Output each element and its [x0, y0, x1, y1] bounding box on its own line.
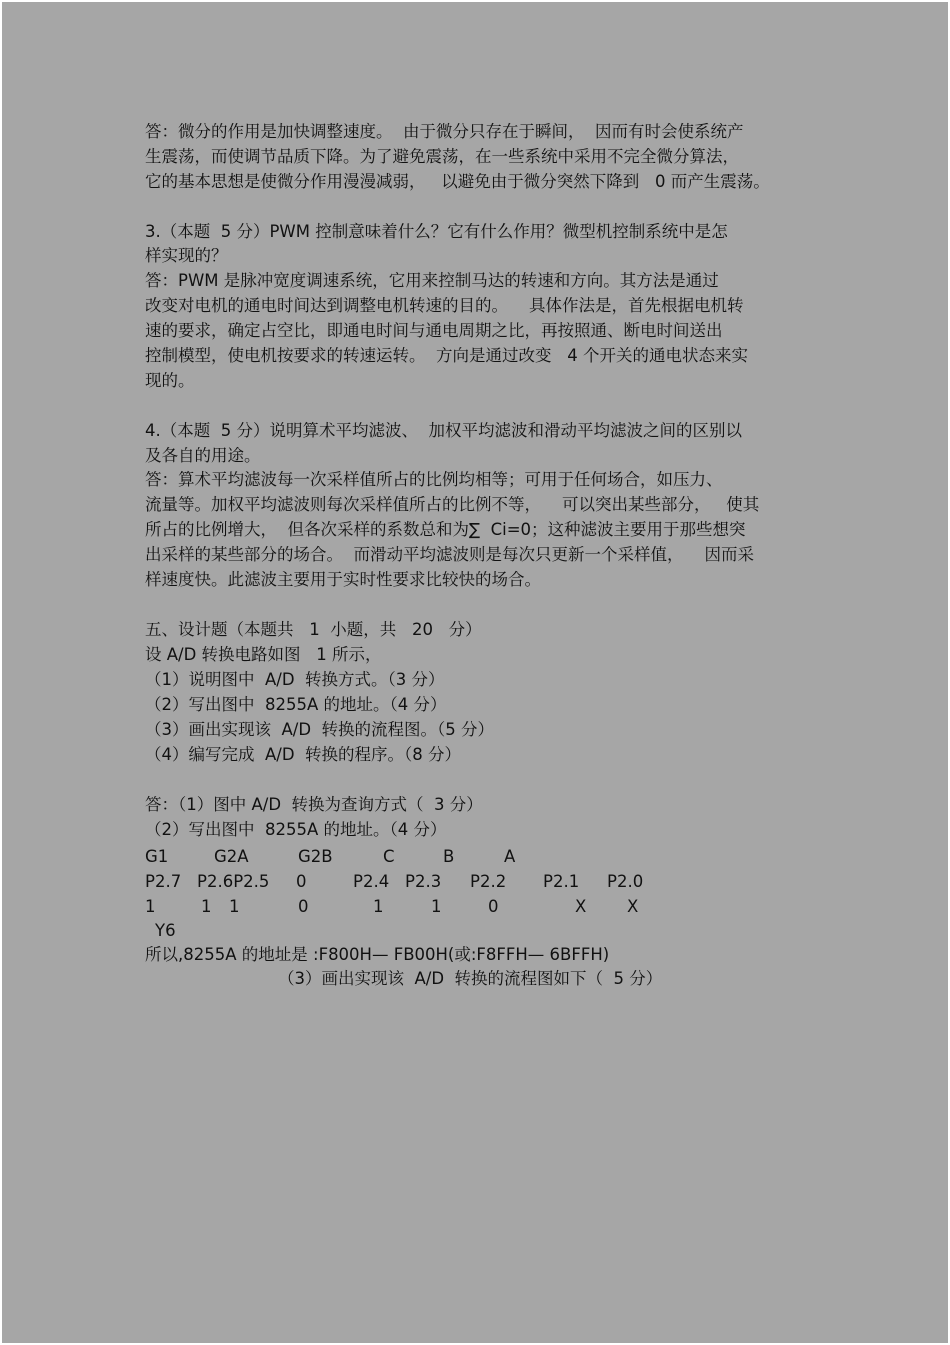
value-cell: 1 [229, 897, 240, 916]
answer-line-1: 答：（1）图中 A/D 转换为查询方式（ 3 分） [145, 795, 483, 814]
value-cell: X [575, 897, 587, 916]
design-item-1: （1）说明图中 A/D 转换方式。（3 分） [145, 670, 445, 689]
design-item-4: （4）编写完成 A/D 转换的程序。（8 分） [145, 745, 462, 764]
question-4-answer-line-1: 答：算术平均滤波每一次采样值所占的比例均相等；可用于任何场合，如压力、 [145, 470, 723, 489]
signal-g2b: G2B [298, 847, 333, 866]
derivative-answer-line-1: 答：微分的作用是加快调整速度。 由于微分只存在于瞬间， 因而有时会使系统产 [145, 122, 744, 141]
question-3-title-cont: 样实现的？ [145, 246, 228, 265]
answer-line-2: （2）写出图中 8255A 的地址。（4 分） [145, 820, 447, 839]
question-4-answer-line-5: 样速度快。此滤波主要用于实时性要求比较快的场合。 [145, 570, 541, 589]
design-item-3: （3）画出实现该 A/D 转换的流程图。（5 分） [145, 720, 495, 739]
pin-p2-3: P2.3 [405, 872, 442, 891]
pin-zero: 0 [296, 872, 307, 891]
signal-b: B [443, 847, 455, 866]
question-4-title-cont: 及各自的用途。 [145, 446, 261, 465]
pin-p2-2: P2.2 [470, 872, 507, 891]
value-cell: 0 [298, 897, 309, 916]
signal-g2a: G2A [214, 847, 249, 866]
design-section-heading: 五、设计题（本题共 1 小题，共 20 分） [145, 620, 482, 639]
question-3-title: 3.（本题 5 分）PWM 控制意味着什么？它有什么作用？微型机控制系统中是怎 [145, 222, 728, 241]
design-item-2: （2）写出图中 8255A 的地址。（4 分） [145, 695, 447, 714]
flowchart-caption: （3）画出实现该 A/D 转换的流程图如下（ 5 分） [278, 969, 663, 988]
derivative-answer-line-3: 它的基本思想是使微分作用漫漫减弱， 以避免由于微分突然下降到 0 而产生震荡。 [145, 172, 770, 191]
value-cell: X [627, 897, 639, 916]
question-3-answer-line-5: 现的。 [145, 371, 195, 390]
question-4-answer-line-4: 出采样的某些部分的场合。 而滑动平均滤波则是每次只更新一个采样值， 因而采 [145, 545, 754, 564]
question-3-answer-line-3: 速的要求，确定占空比，即通电时间与通电周期之比，再按照通、断电时间送出 [145, 321, 723, 340]
pin-p2-1: P2.1 [543, 872, 580, 891]
derivative-answer-line-2: 生震荡，而使调节品质下降。为了避免震荡，在一些系统中采用不完全微分算法， [145, 147, 739, 166]
document-page [2, 2, 948, 1343]
question-4-title: 4.（本题 5 分）说明算术平均滤波、 加权平均滤波和滑动平均滤波之间的区别以 [145, 421, 742, 440]
y6-label: Y6 [155, 921, 176, 940]
question-3-answer-line-1: 答：PWM 是脉冲宽度调速系统，它用来控制马达的转速和方向。其方法是通过 [145, 271, 719, 290]
signal-a: A [504, 847, 516, 866]
question-3-answer-line-2: 改变对电机的通电时间达到调整电机转速的目的。 具体作法是，首先根据电机转 [145, 296, 744, 315]
question-4-answer-line-2: 流量等。加权平均滤波则每次采样值所占的比例不等， 可以突出某些部分， 使其 [145, 495, 760, 514]
design-intro: 设 A/D 转换电路如图 1 所示， [145, 645, 382, 664]
pin-p2-6-p2-5: P2.6P2.5 [197, 872, 270, 891]
value-cell: 1 [201, 897, 212, 916]
question-4-answer-line-3: 所占的比例增大， 但各次采样的系数总和为∑ Ci=0；这种滤波主要用于那些想突 [145, 520, 746, 539]
value-cell: 1 [431, 897, 442, 916]
pin-p2-7: P2.7 [145, 872, 182, 891]
address-result: 所以,8255A 的地址是 :F800H— FB00H(或:F8FFH— 6BFFH) [145, 945, 610, 964]
question-3-answer-line-4: 控制模型，使电机按要求的转速运转。 方向是通过改变 4 个开关的通电状态来实 [145, 346, 748, 365]
pin-p2-4: P2.4 [353, 872, 390, 891]
signal-c: C [383, 847, 395, 866]
value-cell: 1 [373, 897, 384, 916]
value-cell: 1 [145, 897, 156, 916]
value-cell: 0 [488, 897, 499, 916]
pin-p2-0: P2.0 [607, 872, 644, 891]
signal-g1: G1 [145, 847, 169, 866]
